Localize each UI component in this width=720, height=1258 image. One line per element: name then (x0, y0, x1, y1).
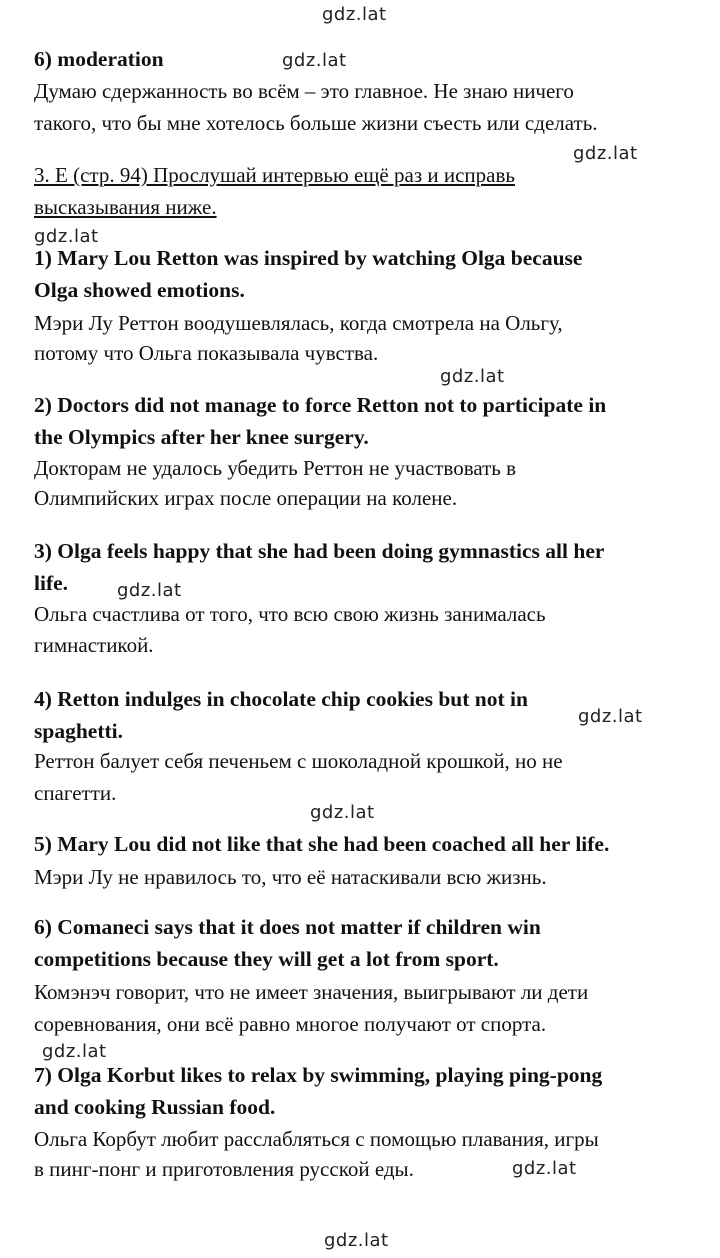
item-english-line: and cooking Russian food. (34, 1095, 276, 1119)
item-russian-line: Мэри Лу Реттон воодушевлялась, когда смотрела на Ольгу, (34, 311, 563, 335)
item-russian-line: гимнастикой. (34, 633, 154, 657)
task-line: 3. E (стр. 94) Прослушай интервью ещё раз и исправь (34, 163, 515, 187)
task-line: высказывания ниже. (34, 195, 217, 219)
paragraph-line: Думаю сдержанность во всём – это главное. Не знаю ничего (34, 79, 574, 103)
item-russian-line: Докторам не удалось убедить Реттон не участвовать в (34, 456, 517, 480)
watermark: gdz.lat (282, 50, 347, 71)
item-english-line: 4) Retton indulges in chocolate chip cookies but not in (34, 687, 528, 711)
watermark: gdz.lat (34, 226, 99, 247)
watermark: gdz.lat (42, 1041, 107, 1062)
watermark: gdz.lat (117, 580, 182, 601)
item-english-line: competitions because they will get a lot from sport. (34, 947, 499, 971)
watermark: gdz.lat (573, 143, 638, 164)
item-english-line: 3) Olga feels happy that she had been doing gymnastics all her (34, 539, 605, 563)
item-russian-line: Мэри Лу не нравилось то, что её натаскивали всю жизнь. (34, 865, 547, 889)
item-russian-line: спагетти. (34, 781, 117, 805)
watermark: gdz.lat (324, 1230, 389, 1251)
watermark: gdz.lat (310, 802, 375, 823)
item-english-line: the Olympics after her knee surgery. (34, 425, 369, 449)
item-english-line: life. (34, 571, 69, 595)
item-russian-line: в пинг-понг и приготовления русской еды. (34, 1157, 414, 1181)
item-english-line: 7) Olga Korbut likes to relax by swimming, playing ping-pong (34, 1063, 603, 1087)
item-russian-line: Комэнэч говорит, что не имеет значения, выигрывают ли дети (34, 980, 589, 1004)
item-russian-line: Олимпийских играх после операции на колене. (34, 486, 458, 510)
item-russian-line: потому что Ольга показывала чувства. (34, 341, 379, 365)
section-heading: 6) moderation (34, 47, 164, 71)
item-english-line: Olga showed emotions. (34, 278, 245, 302)
watermark: gdz.lat (440, 366, 505, 387)
item-english-line: 1) Mary Lou Retton was inspired by watching Olga because (34, 246, 583, 270)
item-russian-line: Ольга Корбут любит расслабляться с помощью плавания, игры (34, 1127, 599, 1151)
paragraph-line: такого, что бы мне хотелось больше жизни съесть или сделать. (34, 111, 598, 135)
item-english-line: 6) Comaneci says that it does not matter if children win (34, 915, 541, 939)
item-english-line: 2) Doctors did not manage to force Retton not to participate in (34, 393, 607, 417)
watermark: gdz.lat (512, 1158, 577, 1179)
item-russian-line: Ольга счастлива от того, что всю свою жизнь занималась (34, 602, 546, 626)
item-russian-line: Реттон балует себя печеньем с шоколадной крошкой, но не (34, 749, 563, 773)
item-english-line: 5) Mary Lou did not like that she had been coached all her life. (34, 832, 610, 856)
watermark: gdz.lat (322, 4, 387, 25)
item-russian-line: соревнования, они всё равно многое получают от спорта. (34, 1012, 547, 1036)
item-english-line: spaghetti. (34, 719, 123, 743)
watermark: gdz.lat (578, 706, 643, 727)
